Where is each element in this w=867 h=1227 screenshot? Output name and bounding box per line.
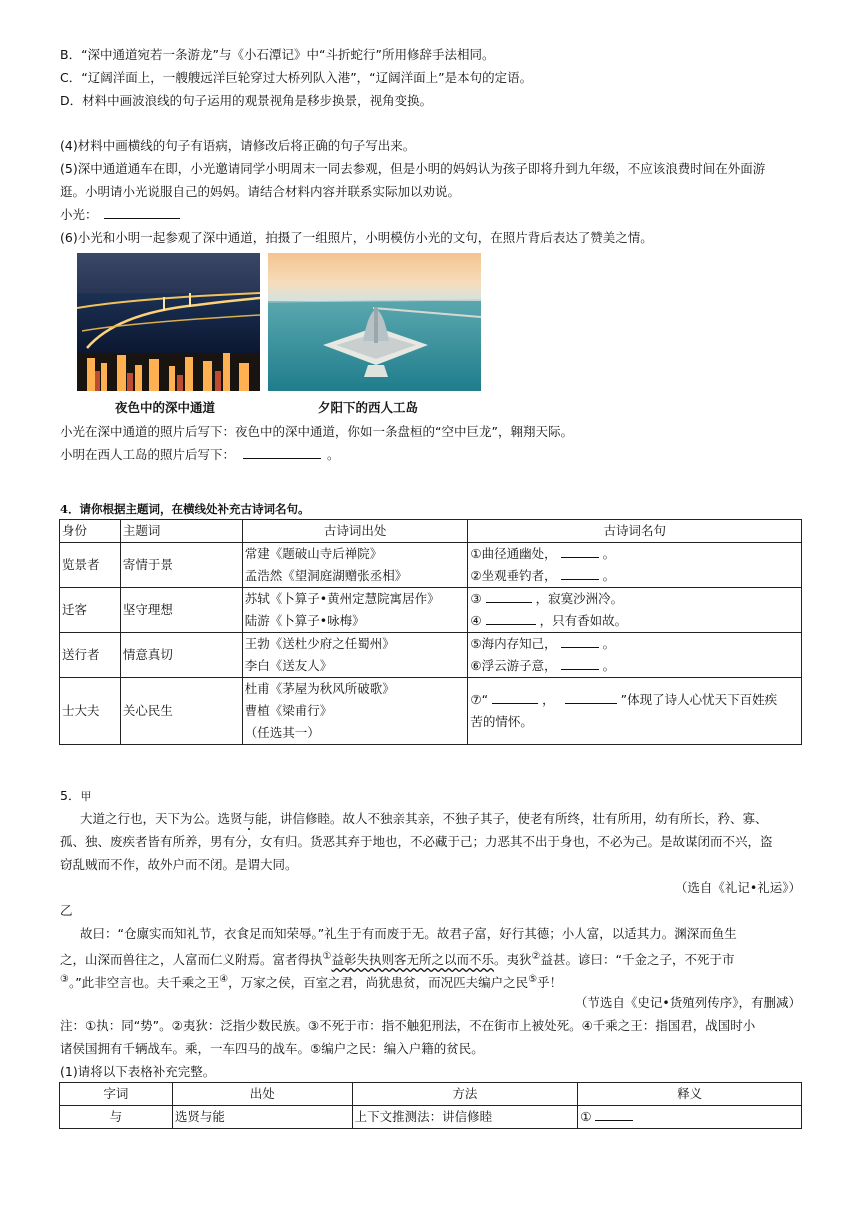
passage-a-line1: 大道之行也，天下为公。选贤与能，讲信修睦。故人不独亲其亲，不独子其子，使老有所终，壮有所用，幼有所长，矜、寡、 xyxy=(80,811,768,826)
lines-cell: ⑦“ ， ”体现了诗人心忧天下百姓疾 苦的情怀。 xyxy=(468,678,802,745)
passage-a-line3: 窃乱贼而不作，故外户而不闭。是谓大同。 xyxy=(60,857,298,872)
answer-blank[interactable] xyxy=(243,446,321,459)
lines-cell: ⑤海内存知己， 。 ⑥浮云游子意， 。 xyxy=(468,633,802,678)
question-4-title: 4．请你根据主题词，在横线处补充古诗词名句。 xyxy=(60,502,310,516)
subquestion-5-line2: 逛。小明请小光说服自己的妈妈。请结合材料内容并联系实际加以劝说。 xyxy=(60,184,461,199)
xiaoguang-label: 小光： xyxy=(60,207,98,222)
header-identity: 身份 xyxy=(60,520,121,543)
vocab-table xyxy=(59,1082,802,1129)
header-method: 方法 xyxy=(352,1083,578,1106)
header-source: 古诗词出处 xyxy=(242,520,468,543)
xiaoming-note-line: 小明在西人工岛的照片后写下： 。 xyxy=(60,447,340,462)
option-d: D．材料中画波浪线的句子运用的观景视角是移步换景，视角变换。 xyxy=(60,93,433,108)
header-word: 字词 xyxy=(60,1083,173,1106)
identity-cell: 迁客 xyxy=(60,588,121,633)
identity-cell: 送行者 xyxy=(60,633,121,678)
island-sunset-image xyxy=(268,253,481,391)
poetry-table xyxy=(59,519,802,745)
caption-right: 夕阳下的西人工岛 xyxy=(318,400,419,415)
night-bridge-photo xyxy=(77,253,260,391)
identity-cell: 览景者 xyxy=(60,543,121,588)
wavy-underlined-sentence: 益彰失执则客无所之以而不乐 xyxy=(331,952,494,968)
text-jia-label: 甲 xyxy=(80,790,92,803)
table-header-row xyxy=(60,520,802,543)
theme-cell: 坚守理想 xyxy=(120,588,242,633)
header-theme: 主题词 xyxy=(120,520,242,543)
source-cell: 王勃《送杜少府之任蜀州》 李白《送友人》 xyxy=(242,633,468,678)
option-b: B．“深中通道宛若一条游龙”与《小石潭记》中“斗折蛇行”所用修辞手法相同。 xyxy=(60,47,495,62)
method-cell: 上下文推测法：讲信修睦 xyxy=(352,1106,578,1129)
table-row xyxy=(60,588,802,633)
answer-blank[interactable] xyxy=(492,691,538,704)
header-source: 出处 xyxy=(172,1083,352,1106)
source-cell: 选贤与能 xyxy=(172,1106,352,1129)
theme-cell: 寄情于景 xyxy=(120,543,242,588)
notes-line1: 注：①执：同“势”。②夷狄：泛指少数民族。③不死于市：指不触犯刑法，不在街市上被处死。④千乘之王：指国君，战国时小 xyxy=(60,1018,756,1033)
subquestion-5-1: (1)请将以下表格补充完整。 xyxy=(60,1064,216,1079)
source-cell: 常建《题破山寺后禅院》 孟浩然《望洞庭湖赠张丞相》 xyxy=(242,543,468,588)
theme-cell: 关心民生 xyxy=(120,678,242,745)
answer-blank[interactable] xyxy=(595,1108,633,1121)
lines-cell: ①曲径通幽处， 。 ②坐观垂钓者， 。 xyxy=(468,543,802,588)
xiaoguang-answer-line xyxy=(60,206,180,224)
answer-blank[interactable] xyxy=(561,635,599,648)
answer-blank[interactable] xyxy=(486,590,532,603)
xiaoguang-note: 小光在深中通道的照片后写下：夜色中的深中通道，你如一条盘桓的“空中巨龙”，翱翔天际。 xyxy=(60,424,573,439)
passage-b-line1: 故曰：“仓廪实而知礼节，衣食足而知荣辱。”礼生于有而废于无。故君子富，好行其德；小人富，以适其力。渊深而鱼生 xyxy=(80,926,737,941)
identity-cell: 士大夫 xyxy=(60,678,121,745)
subquestion-4: (4)材料中画横线的句子有语病，请修改后将正确的句子写出来。 xyxy=(60,138,416,153)
subquestion-6: (6)小光和小明一起参观了深中通道，拍摄了一组照片，小明模仿小光的文句，在照片背后表达了赞美之情。 xyxy=(60,230,653,245)
passage-a-line2: 孤、独、废疾者皆有所养，男有分，女有归。货恶其弃于地也，不必藏于己；力恶其不出于身也，不必为己。是故谋闭而不兴，盗 xyxy=(60,834,773,849)
table-row xyxy=(60,633,802,678)
table-row xyxy=(60,1106,802,1129)
answer-blank[interactable] xyxy=(561,545,599,558)
question-5-heading xyxy=(60,787,91,806)
table-header-row xyxy=(60,1083,802,1106)
lines-cell: ③ ，寂寞沙洲冷。 ④ ，只有香如故。 xyxy=(468,588,802,633)
answer-blank[interactable] xyxy=(561,657,599,670)
answer-blank[interactable] xyxy=(565,691,617,704)
answer-blank[interactable] xyxy=(486,612,536,625)
dotted-word: 与 xyxy=(242,811,256,826)
theme-cell: 情意真切 xyxy=(120,633,242,678)
text-yi-label: 乙 xyxy=(60,903,73,918)
passage-b-line2: 之，山深而兽往之，人富而仁义附焉。富者得执①益彰失执则客无所之以而不乐。夷狄②益甚。谚曰：“千金之子，不死于市 xyxy=(60,951,735,968)
notes-line2: 诸侯国拥有千辆战车。乘，一车四马的战车。⑤编户之民：编入户籍的贫民。 xyxy=(60,1041,484,1056)
table-row xyxy=(60,678,802,745)
xiaoming-note: 小明在西人工岛的照片后写下： xyxy=(60,447,236,462)
table-row xyxy=(60,543,802,588)
source-a: （选自《礼记•礼运》） xyxy=(674,880,801,895)
answer-blank[interactable] xyxy=(561,567,599,580)
source-cell: 苏轼《卜算子•黄州定慧院寓居作》 陆游《卜算子•咏梅》 xyxy=(242,588,468,633)
answer-blank[interactable] xyxy=(104,206,180,219)
header-lines: 古诗词名句 xyxy=(468,520,802,543)
passage-b-line3: ③。”此非空言也。夫千乘之王④，万家之侯，百室之君，尚犹患贫，而况匹夫编户之民⑤乎！ xyxy=(60,974,563,991)
island-sunset-photo xyxy=(268,253,481,391)
caption-left: 夜色中的深中通道 xyxy=(115,400,216,415)
word-cell: 与 xyxy=(60,1106,173,1129)
meaning-cell: ① xyxy=(578,1106,802,1129)
question-5-number: 5． xyxy=(60,788,81,803)
source-cell: 杜甫《茅屋为秋风所破歌》 曹植《梁甫行》 （任选其一） xyxy=(242,678,468,745)
subquestion-5-line1: (5)深中通道通车在即，小光邀请同学小明周末一同去参观，但是小明的妈妈认为孩子即将升到九年级，不应该浪费时间在外面游 xyxy=(60,161,766,176)
option-c: C．“辽阔洋面上，一艘艘远洋巨轮穿过大桥列队入港”，“辽阔洋面上”是本句的定语。 xyxy=(60,70,533,85)
night-bridge-image xyxy=(77,253,260,391)
source-b: （节选自《史记•货殖列传序》，有删减） xyxy=(574,995,801,1010)
header-meaning: 释义 xyxy=(578,1083,802,1106)
